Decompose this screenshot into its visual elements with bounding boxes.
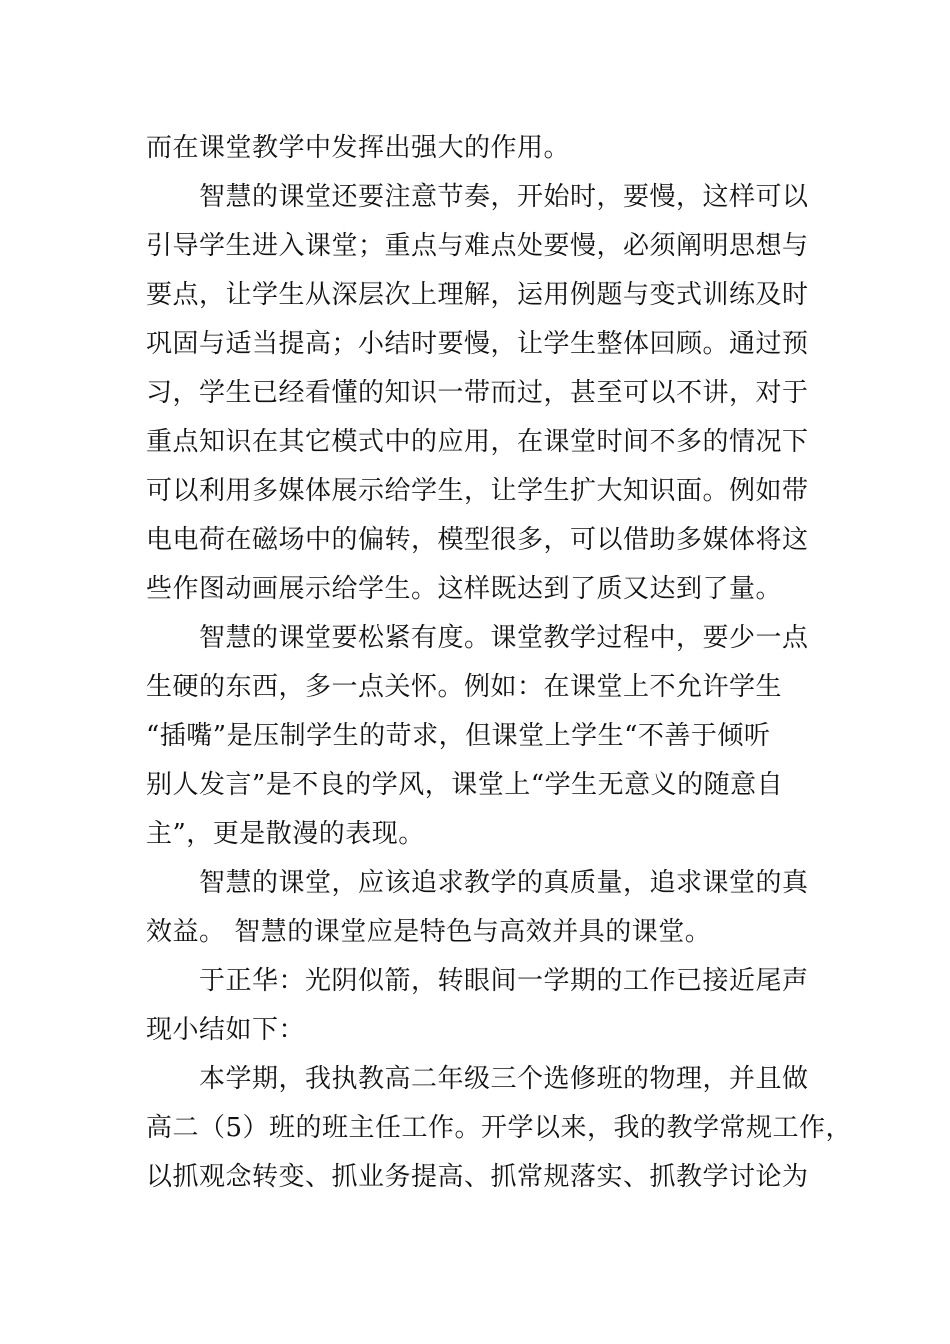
text-line: 生硬的东西，多一点关怀。例如：在课堂上不允许学生 bbox=[146, 672, 783, 702]
text-line: 习，学生已经看懂的知识一带而过，甚至可以不讲，对于 bbox=[146, 378, 809, 408]
text-line: 要点，让学生从深层次上理解，运用例题与变式训练及时 bbox=[146, 280, 809, 310]
document-body bbox=[146, 124, 853, 1202]
text-line: 而在课堂教学中发挥出强大的作用。 bbox=[146, 133, 571, 163]
text-line: 电电荷在磁场中的偏转，模型很多，可以借助多媒体将这 bbox=[146, 525, 809, 555]
text-line: 现小结如下： bbox=[146, 1015, 306, 1045]
paragraph-start-line: 智慧的课堂，应该追求教学的真质量，追求课堂的真 bbox=[199, 868, 809, 898]
text-line: 巩固与适当提高；小结时要慢，让学生整体回顾。通过预 bbox=[146, 329, 809, 359]
text-line: 重点知识在其它模式中的应用，在课堂时间不多的情况下 bbox=[146, 427, 809, 457]
text-line: 高二（5）班的班主任工作。开学以来，我的教学常规工作， bbox=[146, 1113, 853, 1143]
text-line: 别人发言”是不良的学风，课堂上“学生无意义的随意自 bbox=[146, 770, 784, 800]
text-line: 效益。 智慧的课堂应是特色与高效并具的课堂。 bbox=[146, 917, 712, 947]
paragraph-start-line: 本学期，我执教高二年级三个选修班的物理，并且做 bbox=[199, 1064, 809, 1094]
paragraph-start-line: 智慧的课堂要松紧有度。课堂教学过程中，要少一点 bbox=[199, 623, 809, 653]
text-line: 可以利用多媒体展示给学生，让学生扩大知识面。例如带 bbox=[146, 476, 809, 506]
paragraph-start-line: 智慧的课堂还要注意节奏，开始时，要慢，这样可以 bbox=[199, 182, 809, 212]
text-line: 引导学生进入课堂；重点与难点处要慢，必须阐明思想与 bbox=[146, 231, 809, 261]
text-line: 主”，更是散漫的表现。 bbox=[146, 819, 425, 849]
text-line: 以抓观念转变、抓业务提高、抓常规落实、抓教学讨论为 bbox=[146, 1162, 809, 1192]
text-line: 些作图动画展示给学生。这样既达到了质又达到了量。 bbox=[146, 574, 783, 604]
text-line: “插嘴”是压制学生的苛求，但课堂上学生“不善于倾听 bbox=[146, 721, 771, 751]
paragraph-start-line: 于正华：光阴似箭，转眼间一学期的工作已接近尾声 bbox=[199, 966, 809, 996]
